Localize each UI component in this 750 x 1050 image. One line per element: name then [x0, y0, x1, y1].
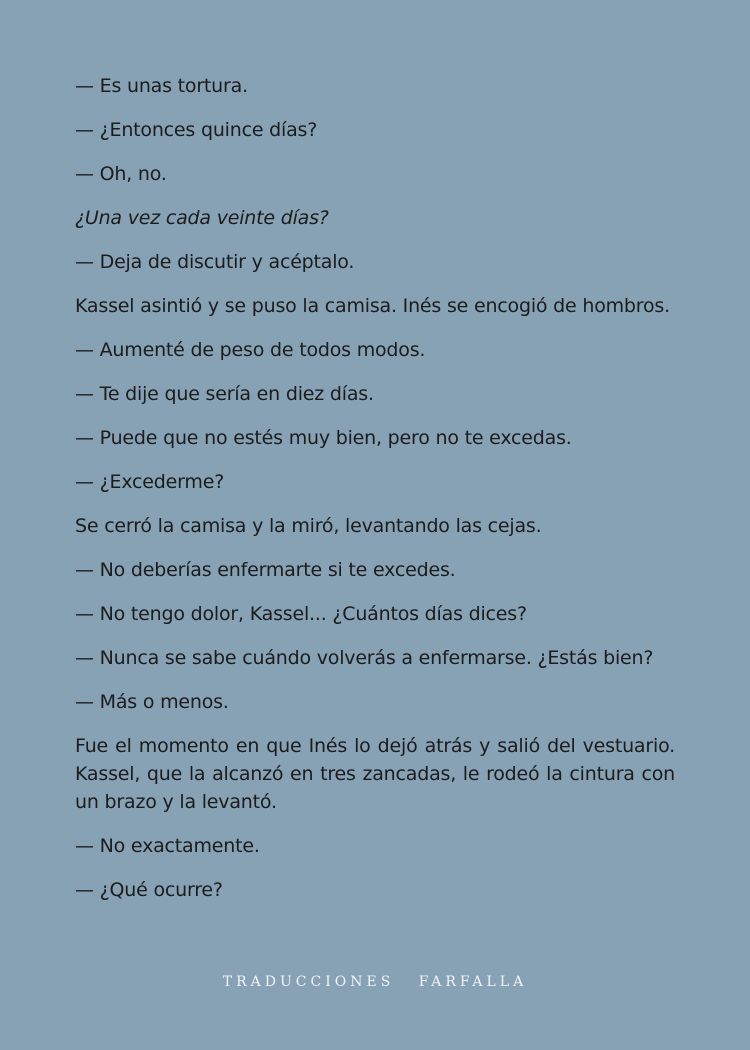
footer-word-traducciones: TRADUCCIONES — [222, 974, 395, 990]
paragraph: — Puede que no estés muy bien, pero no te excedas. — [75, 427, 572, 449]
paragraph: — Más o menos. — [75, 691, 229, 713]
paragraph: — Nunca se sabe cuándo volverás a enfermarse. ¿Estás bien? — [75, 647, 654, 669]
paragraph: Se cerró la camisa y la miró, levantando las cejas. — [75, 515, 542, 537]
paragraph: — ¿Excederme? — [75, 471, 225, 493]
paragraph: — No tengo dolor, Kassel... ¿Cuántos días dices? — [75, 603, 527, 625]
paragraph: — Te dije que sería en diez días. — [75, 383, 374, 405]
paragraph: — No deberías enfermarte si te excedes. — [75, 559, 456, 581]
page-body — [75, 72, 675, 920]
paragraph: — Es unas tortura. — [75, 75, 248, 97]
paragraph: — Oh, no. — [75, 163, 167, 185]
paragraph: — Aumenté de peso de todos modos. — [75, 339, 426, 361]
paragraph: — ¿Entonces quince días? — [75, 119, 318, 141]
paragraph: Fue el momento en que Inés lo dejó atrás y salió del vestuario. Kassel, que la alcanzó en tres zancadas, le rodeó la cintura con un brazo y la levantó. — [75, 735, 675, 813]
footer-word-farfalla: FARFALLA — [418, 974, 528, 990]
paragraph-italic: ¿Una vez cada veinte días? — [75, 207, 329, 229]
paragraph: — ¿Qué ocurre? — [75, 879, 223, 901]
paragraph: Kassel asintió y se puso la camisa. Inés se encogió de hombros. — [75, 295, 670, 317]
footer-credit — [0, 974, 750, 990]
paragraph: — No exactamente. — [75, 835, 260, 857]
paragraph: — Deja de discutir y acéptalo. — [75, 251, 355, 273]
